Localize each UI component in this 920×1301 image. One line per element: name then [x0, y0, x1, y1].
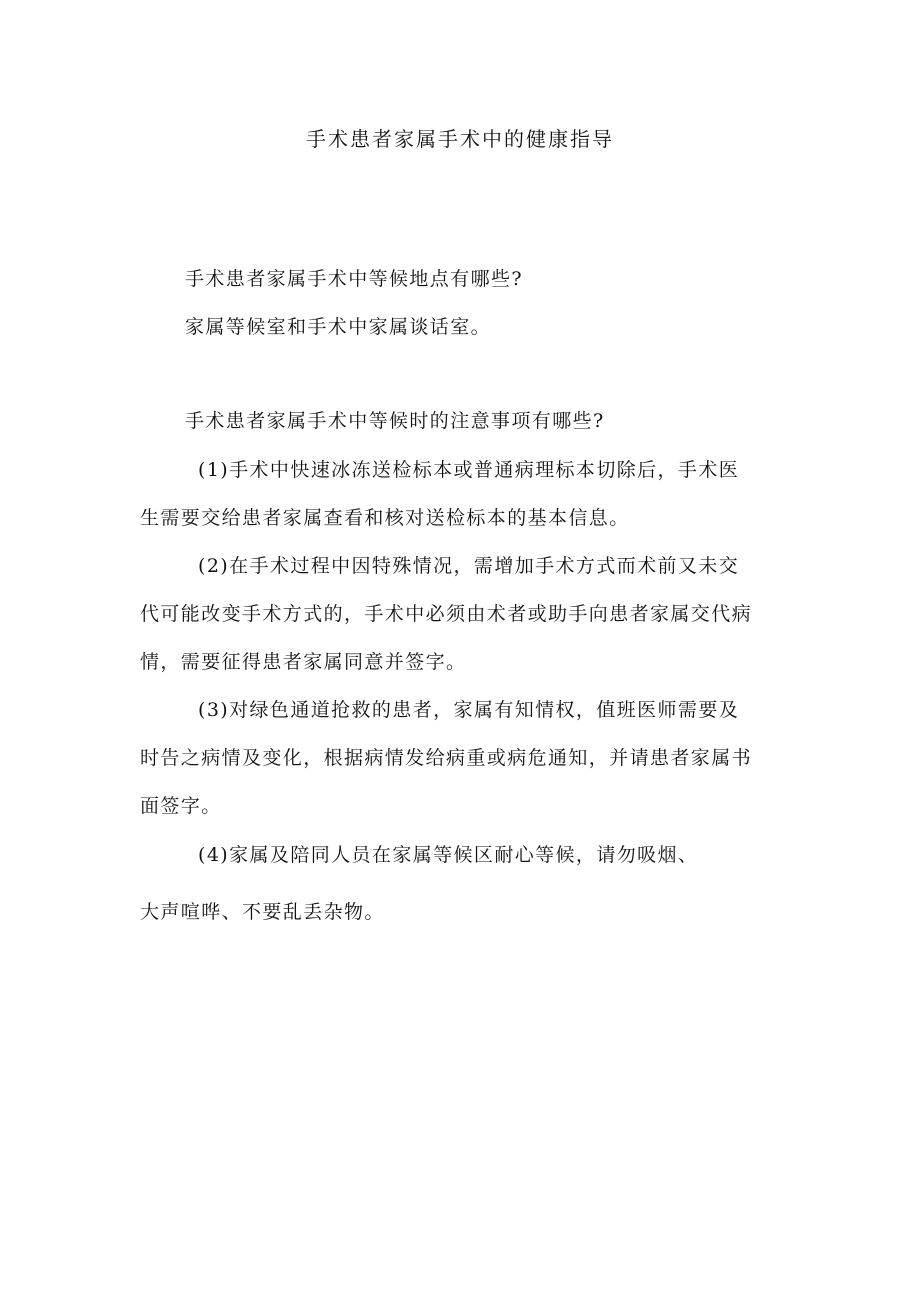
note-item-1-line-2: 生需要交给患者家属查看和核对送检标本的基本信息。: [140, 507, 630, 529]
question-waiting-location: 手术患者家属手术中等候地点有哪些?: [185, 268, 523, 290]
note-item-4-line-2: 大声喧哗、不要乱丢杂物。: [140, 901, 385, 923]
question-waiting-notes: 手术患者家属手术中等候时的注意事项有哪些?: [185, 410, 605, 432]
note-item-3-line-3: 面签字。: [140, 795, 222, 817]
note-item-3-line-1: (3)对绿色通道抢救的患者，家属有知情权，值班医师需要及: [198, 699, 740, 721]
page-title: 手术患者家属手术中的健康指导: [306, 127, 614, 151]
note-item-2-line-1: (2)在手术过程中因特殊情况，需增加手术方式而术前又未交: [198, 555, 740, 577]
answer-waiting-location: 家属等候室和手术中家属谈话室。: [185, 316, 492, 338]
note-item-2-line-3: 情，需要征得患者家属同意并签字。: [140, 651, 467, 673]
note-item-1-line-1: (1)手术中快速冰冻送检标本或普通病理标本切除后，手术医: [198, 459, 740, 481]
note-item-2-line-2: 代可能改变手术方式的，手术中必须由术者或助手向患者家属交代病: [140, 603, 753, 625]
note-item-3-line-2: 时告之病情及变化，根据病情发给病重或病危通知，并请患者家属书: [140, 747, 753, 769]
note-item-4-line-1: (4)家属及陪同人员在家属等候区耐心等候，请勿吸烟、: [198, 844, 699, 866]
